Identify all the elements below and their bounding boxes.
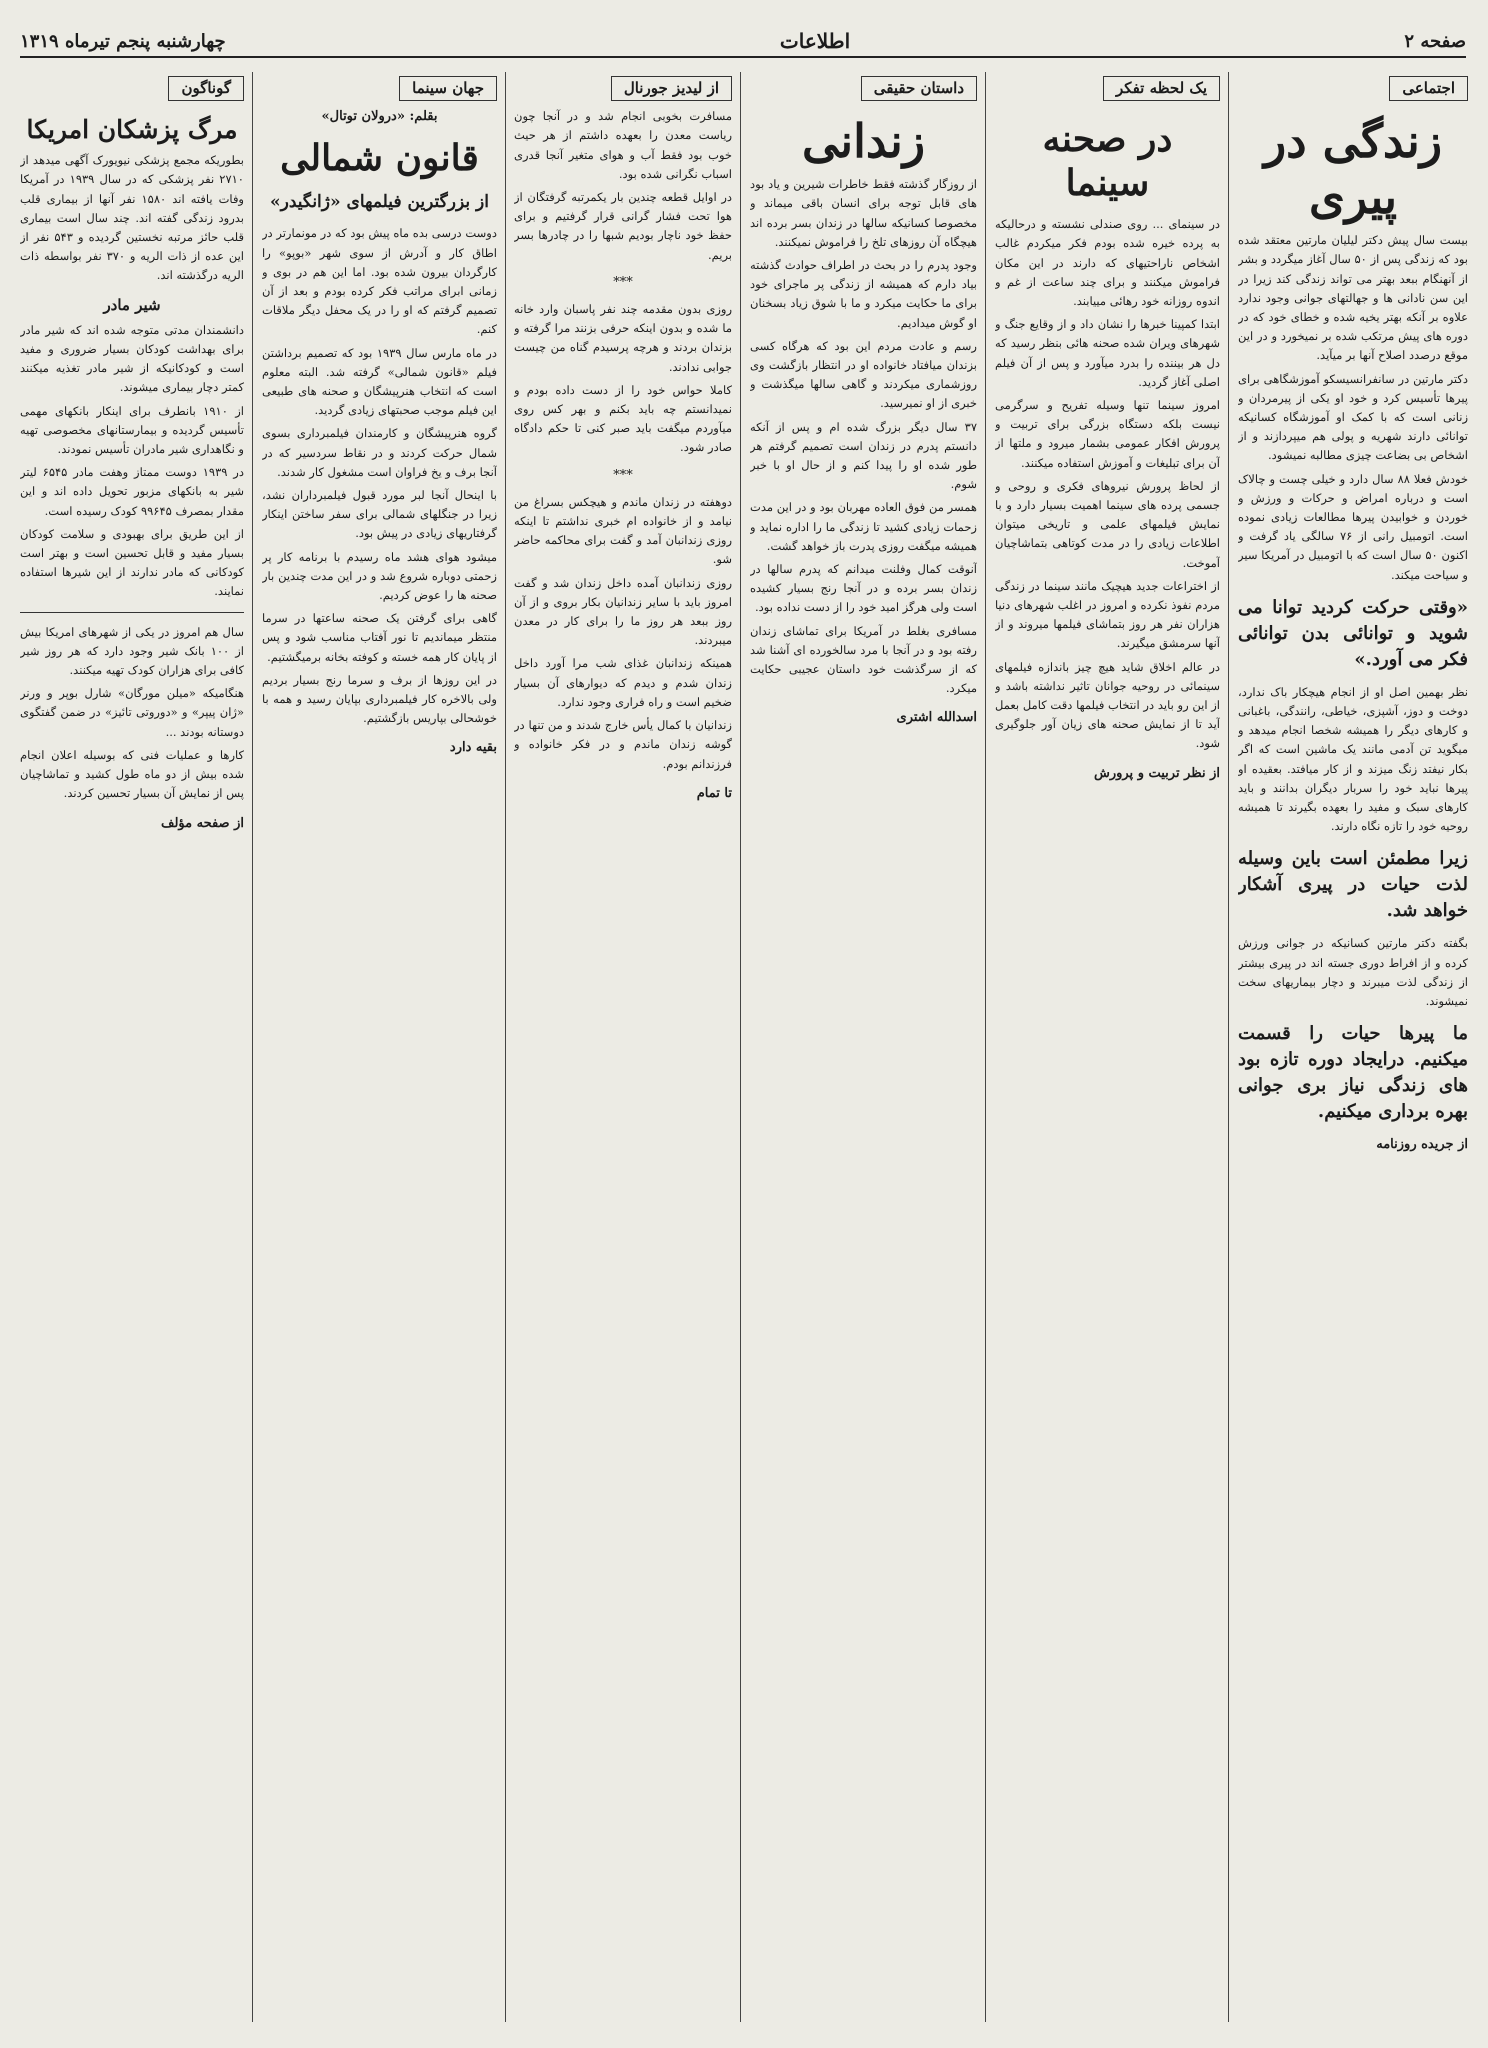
paragraph: دوهفته در زندان ماندم و هیچکس بسراغ من نیامد و از خانواده ام خبری نداشتم تا اینکه روزی زندانبان آمد و گفت برای محاکمه حاضر شو. bbox=[514, 494, 732, 567]
paragraph: وجود پدرم را در بحث در اطراف حوادث گذشته بیاد دارم که همیشه از زندگی پر ماجرای خود برای ما حکایت میکرد و ما با شوق زیاد بسخنان او گوش میدادیم. bbox=[750, 258, 977, 330]
paragraph: در ماه مارس سال ۱۹۳۹ بود که تصمیم برداشتن فیلم «قانون شمالی» گرفته شد. البته معلوم است که انتخاب هنرپیشگان و صحنه های طبیعی این فیلم موجب صحبتهای زیادی گردید. bbox=[262, 345, 497, 418]
newspaper-name: اطلاعات bbox=[779, 29, 851, 53]
paragraph: از لحاظ پرورش نیروهای فکری و روحی و جسمی پرده های سینما اهمیت بسیار دارد و با نمایش فیلمهای علمی و تاریخی میتوان اطلاعات زیادی را در مدت کوتاهی بتماشاچیان آموخت. bbox=[995, 478, 1220, 570]
article-headline: زندانی bbox=[801, 114, 926, 169]
paragraph: با اینحال آنجا لبر مورد قبول فیلمبرداران نشد، زیرا در جنگلهای شمالی برای سفر ساختن اینکار گرفتاریهای زیادی در پیش بود. bbox=[262, 488, 497, 541]
column-rule bbox=[505, 72, 506, 2022]
column-misc bbox=[20, 74, 244, 2019]
paragraph: امروز سینما تنها وسیله تفریح و سرگرمی نیست بلکه دستگاه بزرگی برای تربیت و پرورش افکار عمومی بشمار میرود و ملتها از آن برای تبلیغات و آموزش استفاده میکنند. bbox=[995, 398, 1220, 470]
column-rule bbox=[252, 72, 253, 2022]
paragraph: در این روزها از برف و سرما رنج بسیار بردیم ولی بالاخره کار فیلمبرداری بپایان رسید و همه با خوشحالی بپاریس بازگشتیم. bbox=[262, 672, 497, 726]
paragraph: دوست درسی بده ماه پیش بود که در مونمارتر در اطاق کار و آدرش از سوی شهر «بوپو» را کارگردان بیرون شده بود. اما این هم در بوی و زمانی ابرای مراتب فکر کرده بودم و بعد از آن تصمیم گرفتم که او را در یک محفل دیگر ملاقات کنم. bbox=[262, 226, 497, 337]
article-source: از نظر تربیت و پرورش bbox=[1093, 765, 1220, 781]
paragraph: گروه هنرپیشگان و کارمندان فیلمبرداری بسوی شمال حرکت کردند و در نقاط سردسیر که در آنجا برف و یخ فراوان است مشغول کار شدند. bbox=[262, 426, 497, 479]
page-header bbox=[20, 26, 1466, 58]
paragraph: دانشمندان مدتی متوجه شده اند که شیر مادر برای بهداشت کودکان بسیار ضروری و مفید است و کودکانیکه از شیر مادر تغذیه میکنند کمتر دچار بیماری میشوند. bbox=[20, 322, 244, 395]
paragraph: کاملا حواس خود را از دست داده بودم و نمیدانستم چه باید بکنم و بهر کس روی میآوردم میگفت باید صبر کنی تا حکم دادگاه صادر شود. bbox=[514, 382, 732, 455]
paragraph: ابتدا کمپینا خبرها را نشان داد و از وقایع جنگ و شهرهای ویران شده صحنه هائی بنظر رسید که دل هر بیننده را بدرد میآورد و پس از آن فیلم اصلی آغاز گردید. bbox=[995, 317, 1220, 389]
paragraph: در اوایل قطعه چندین بار یکمرتبه گرفتگان از هوا تحت فشار گرانی قرار گرفتیم و برای حفظ خود ناچار بودیم شبها را در چادرها بسر بریم. bbox=[514, 190, 732, 262]
paragraph: از این طریق برای بهبودی و سلامت کودکان بسیار مفید و قابل تحسین است و بهتر است کودکانی که مادر ندارند از این شیرها استفاده نمایند. bbox=[20, 526, 244, 599]
column-true-story bbox=[750, 74, 977, 2019]
page-number: صفحه ۲ bbox=[1404, 30, 1466, 52]
column-rule bbox=[740, 72, 741, 2022]
pull-quote: «وقتی حرکت کردید توانا می شوید و توانائی بدن توانائی فکر می آورد.» bbox=[1238, 596, 1468, 670]
article-headline: در صحنه سینما bbox=[1042, 118, 1173, 205]
article-subhead: از بزرگترین فیلمهای «ژانگیدر» bbox=[270, 192, 489, 213]
paragraph: دکتر مارتین در سانفرانسیسکو آموزشگاهی برای پیرها تأسیس کرد و خود او یکی از پیرمردان و زنانی است که با کمک او آموزشگاه کسانیکه توانائی دارند شهریه و پولی هم میپردازند و از اشخاص بی بضاعت چیزی مطالبه نمیشود. bbox=[1238, 371, 1468, 463]
issue-date: چهارشنبه پنجم تیرماه ۱۳۱۹ bbox=[20, 30, 226, 52]
paragraph: مسافری بغلط در آمریکا برای تماشای زندان رفته بود و در آنجا با مرد سالخورده ای آشنا شد که از سرگذشت خود داستان عجیبی حکایت میکرد. bbox=[750, 623, 977, 696]
paragraph: در ۱۹۳۹ دوست ممتاز وهفت مادر ۶۵۴۵ لیتر شیر به بانکهای مزبور تحویل داده اند و این مقدار بمصرف ۹۹۶۴۵ کودک رسیده است. bbox=[20, 465, 244, 518]
separator-stars: *** bbox=[613, 274, 633, 290]
paragraph: بطوریکه مجمع پزشکی نیویورک آگهی میدهد از ۲۷۱۰ نفر پزشکی که در سال ۱۹۳۹ در آمریکا وفات یافته اند ۱۵۸۰ نفر آنها از بیماری قلب بدرود زندگی گفته اند. چند سال است بیماری قلب حائز مرتبه نخستین گردیده و ۵۴۳ نفر از این عده از ذات الریه و ۳۷۰ نفر بواسطه ذات الریه درگذشته اند. bbox=[20, 153, 244, 283]
article-headline: زندگی در پیری bbox=[1263, 114, 1443, 225]
paragraph: میشود هوای هشد ماه رسیدم با برنامه کار پر زحمتی دوباره شروع شد و در این مدت چندین بار صحنه ها را عوض کردیم. bbox=[262, 549, 497, 603]
article-headline: مرگ پزشکان امریکا bbox=[26, 115, 238, 145]
paragraph: در عالم اخلاق شاید هیچ چیز باندازه فیلمهای سینمائی در روحیه جوانان تاثیر نداشته باشد و از این رو باید در انتخاب فیلمها دقت کامل بعمل آید تا از نمایش صحنه های زیان آور جلوگیری شود. bbox=[995, 659, 1220, 751]
section-tag: یک لحظه تفکر bbox=[1103, 76, 1220, 101]
sub-section-title: شیر مادر bbox=[103, 295, 161, 314]
paragraph: هنگامیکه «میلن مورگان» شارل بوپر و ورنر «ژان پیپر» و «دوروتی تائیز» در ضمن گفتگوی دوستانه بودند ... bbox=[20, 686, 244, 739]
column-social bbox=[1238, 74, 1468, 2019]
paragraph: مسافرت بخوبی انجام شد و در آنجا چون ریاست معدن را بعهده داشتم از هر حیث خوب بود فقط آب و هوای متغیر آنجا قدری اسباب نگرانی شده بود. bbox=[514, 109, 732, 181]
paragraph: از ۱۹۱۰ بانطرف برای اینکار بانکهای مهمی تأسیس گردیده و بیمارستانهای مخصوصی تهیه و نگاهداری شیر مادران تأسیس نمودند. bbox=[20, 403, 244, 457]
separator-stars: *** bbox=[613, 467, 633, 483]
column-ladies-journal bbox=[514, 74, 732, 2019]
article-headline: قانون شمالی bbox=[280, 137, 479, 180]
paragraph: کارها و عملیات فنی که بوسیله اعلان انجام شده بیش از دو ماه طول کشید و تماشاچیان پس از نمایش آن بسیار تحسین کردند. bbox=[20, 747, 244, 801]
paragraph: خودش فعلا ۸۸ سال دارد و خیلی چست و چالاک است و درباره امراض و حرکات و ورزش و خوردن و خوابیدن پیرها مطالعات زیادی نموده است. اتومبیل رانی از ۷۶ سالگی یاد گرفت و اکنون ۵۰ سال است که با اتومبیل در آمریکا سیر و سیاحت میکند. bbox=[1238, 471, 1468, 582]
paragraph: زندانیان با کمال یأس خارج شدند و من تنها در گوشه زندان ماندم و در فکر خانواده و فرزندانم بودم. bbox=[514, 718, 732, 771]
paragraph: آنوقت کمال وفلنت میدانم که پدرم سالها در زندان بسر برده و در آنجا رنج بسیار کشیده است ولی هرگز امید خود را از دست نداده بود. bbox=[750, 562, 977, 615]
section-tag: اجتماعی bbox=[1389, 76, 1468, 101]
divider bbox=[20, 612, 244, 613]
paragraph: همسر من فوق العاده مهربان بود و در این مدت زحمات زیادی کشید تا زندگی ما را اداره نماید و همیشه میگفت روزی پدرت باز خواهد گشت. bbox=[750, 500, 977, 553]
article-byline: بقلم: «درولان توتال» bbox=[321, 109, 438, 125]
paragraph: ۳۷ سال دیگر بزرگ شده ام و پس از آنکه دانستم پدرم در زندان است تصمیم گرفتم هر طور شده او را پیدا کنم و از حال او با خبر شوم. bbox=[750, 419, 977, 492]
section-tag: جهان سینما bbox=[399, 76, 497, 101]
paragraph: روزی بدون مقدمه چند نفر پاسبان وارد خانه ما شده و بدون اینکه حرفی بزنند مرا گرفته و بزندان بردند و هرچه پرسیدم گناه من چیست جوابی ندادند. bbox=[514, 302, 732, 374]
paragraph: بگفته دکتر مارتین کسانیکه در جوانی ورزش کرده و از افراط دوری جسته اند در پیری بیشتر از زندگی لذت میبرند و دچار بیماریهای سخت نمیشوند. bbox=[1238, 936, 1468, 1009]
pull-quote: ما پیرها حیات را قسمت میکنیم. درایجاد دوره تازه بود های زندگی نیاز بری جوانی بهره برداری میکنیم. bbox=[1238, 1023, 1468, 1123]
paragraph: در سینمای ... روی صندلی نشسته و درحالیکه به پرده خیره شده بودم فکر میکردم غالب اشخاص ناراحتیهای که دارند در این مکان فراموش میکنند و برای چند ساعت از غم و اندوه روزانه خود رهائی مییابند. bbox=[995, 217, 1220, 309]
column-cinema bbox=[262, 74, 497, 2019]
section-tag: از لیدیز جورنال bbox=[611, 76, 732, 101]
article-author: اسدالله اشتری bbox=[896, 710, 977, 726]
column-rule bbox=[1228, 72, 1229, 2022]
section-tag: داستان حقیقی bbox=[861, 76, 977, 101]
paragraph: سال هم امروز در یکی از شهرهای امریکا بیش از ۱۰۰ بانک شیر وجود دارد که هر روز شیر کافی برای هزاران کودک تهیه میکنند. bbox=[20, 624, 244, 678]
paragraph: روزی زندانبان آمده داخل زندان شد و گفت امروز باید با سایر زندانیان بکار بروی و از آن روز ببعد هر روز ما را برای کار در معدن میبردند. bbox=[514, 575, 732, 648]
pull-quote: زیرا مطمئن است باین وسیله لذت حیات در پیری آشکار خواهد شد. bbox=[1238, 848, 1468, 922]
paragraph: گاهی برای گرفتن یک صحنه ساعتها در سرما منتظر میماندیم تا نور آفتاب مناسب شود و پس از پایان کار همه خسته و کوفته بخانه برمیگشتیم. bbox=[262, 611, 497, 664]
paragraph: از اختراعات جدید هیچیک مانند سینما در زندگی مردم نفوذ نکرده و امروز در اغلب شهرهای دنیا هزاران نفر هر روز بتماشای فیلمها میروند و از آنها سرمشق میگیرند. bbox=[995, 578, 1220, 651]
paragraph: همینکه زندانبان غذای شب مرا آورد داخل زندان شدم و دیدم که دیوارهای آن بسیار ضخیم است و راه فراری وجود ندارد. bbox=[514, 656, 732, 709]
article-source: از صفحه مؤلف bbox=[160, 815, 244, 831]
paragraph: رسم و عادت مردم این بود که هرگاه کسی بزندان میافتاد خانواده او در انتظار بازگشت وی روزشماری میکردند و گاهی سالها میگذشت و خبری از او نمیرسید. bbox=[750, 338, 977, 411]
section-tag: گوناگون bbox=[168, 76, 244, 101]
paragraph: از روزگار گذشته فقط خاطرات شیرین و یاد بود های قابل توجه برای انسان باقی میماند و مخصوصا کسانیکه سالها در زندان بسر برده اند هیچگاه آن روزهای تلخ را فراموش نمیکنند. bbox=[750, 177, 977, 249]
article-source: از جریده روزنامه bbox=[1376, 1137, 1468, 1153]
paragraph: بیست سال پیش دکتر لیلیان مارتین معتقد شده بود که زندگی پس از ۵۰ سال آغاز میگردد و بشر از آنهنگام ببعد بهتر می تواند زندگی کند زیرا در این سن نادانی ها و جهالتهای جوانی وجود ندارد علاوه بر آنکه بهتر یخیه شده و خطای خود که در دوره های پیش مرتکب شده بر نمیخورد و در این موقع درصدد اصلاح آنها بر میآید. bbox=[1238, 233, 1468, 363]
column-rule bbox=[985, 72, 986, 2022]
paragraph: نظر بهمین اصل او از انجام هیچکار باک ندارد، دوخت و دوز، آشپزی، خیاطی، رانندگی، باغبانی و کارهای دیگر را همیشه شخصا انجام میدهد و میگوید تن آدمی مانند یک ماشین است که اگر بکار نیفتد زنگ میزند و از کار میافتد. بعقیده او پیرها نباید خود را سربار دیگران بدانند و باید کارهای سبک و مفید را بعهده بگیرند تا همیشه روحیه خود را تازه نگاه دارند. bbox=[1238, 684, 1468, 834]
article-continued: بقیه دارد bbox=[449, 740, 497, 756]
article-end: تا تمام bbox=[696, 785, 732, 801]
column-thought bbox=[995, 74, 1220, 2019]
